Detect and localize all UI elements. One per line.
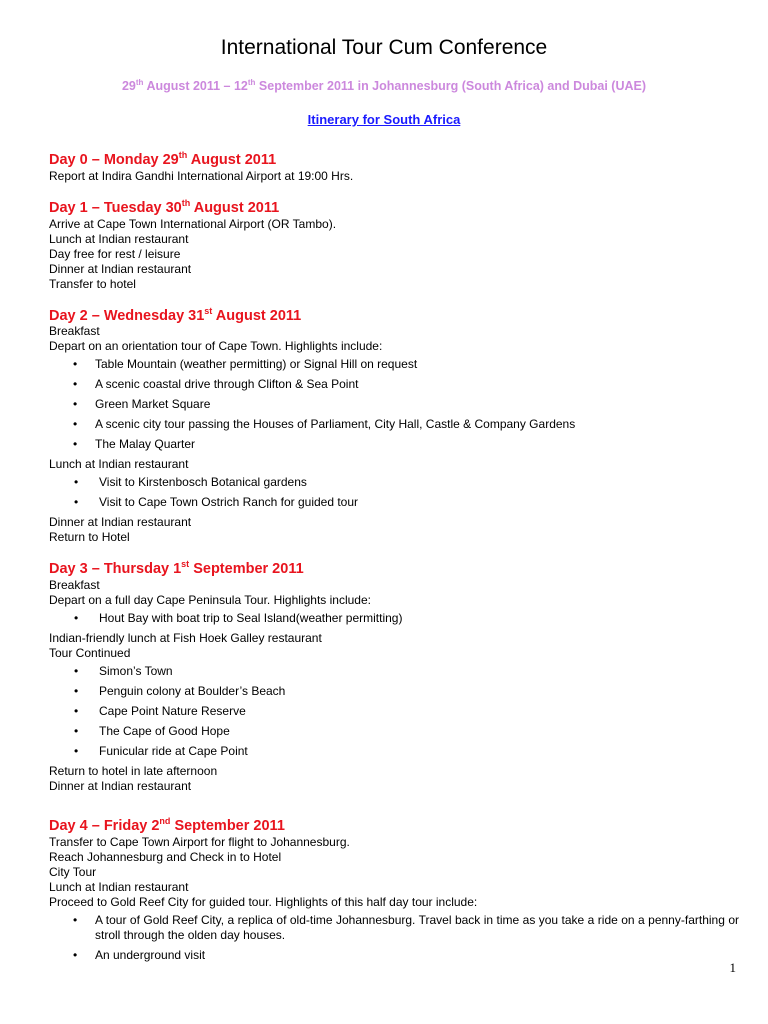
- list-item-text: Visit to Cape Town Ostrich Ranch for guided tour: [99, 495, 359, 510]
- bullet-icon: •: [73, 397, 78, 412]
- day-2-heading-month: August 2011: [212, 307, 302, 324]
- day-2-heading: [49, 302, 739, 325]
- list-item-text: Visit to Kirstenbosch Botanical gardens: [99, 475, 307, 490]
- list-item: [49, 417, 739, 432]
- day-4-heading: [49, 812, 739, 835]
- day-1-ordinal: th: [181, 197, 191, 208]
- day-3-line: Depart on a full day Cape Peninsula Tour. Highlights include:: [49, 593, 371, 608]
- list-item-text: Simon’s Town: [99, 664, 173, 679]
- day-0-ordinal: th: [178, 150, 188, 160]
- day-0-heading-text: Day 0 – Monday 29: [49, 151, 179, 168]
- list-item-text: Hout Bay with boat trip to Seal Island(weather permitting): [99, 611, 403, 626]
- bullet-icon: •: [73, 417, 78, 432]
- list-item: [49, 664, 739, 679]
- list-item-text: Penguin colony at Boulder’s Beach: [99, 684, 286, 699]
- bullet-icon: •: [74, 704, 79, 719]
- day-3-line: Breakfast: [49, 578, 100, 593]
- list-item: [49, 948, 739, 963]
- list-item-text: A scenic city tour passing the Houses of Parliament, City Hall, Castle & Company Gardens: [95, 417, 576, 432]
- day-3-afternoon-list: [49, 664, 739, 759]
- day-4-highlights-list: [49, 913, 739, 963]
- page-number: 1: [729, 960, 736, 975]
- day-3-heading-month: September 2011: [189, 561, 304, 578]
- page-title: International Tour Cum Conference: [220, 36, 548, 59]
- list-item: [49, 495, 739, 510]
- bullet-icon: •: [73, 948, 78, 963]
- bullet-icon: •: [74, 475, 79, 490]
- day-2-line: Depart on an orientation tour of Cape Town. Highlights include:: [49, 339, 383, 354]
- list-item-text: Table Mountain (weather permitting) or Signal Hill on request: [95, 357, 418, 372]
- bullet-icon: •: [73, 357, 78, 372]
- list-item: [49, 724, 739, 739]
- day-4-line: Proceed to Gold Reef City for guided tour. Highlights of this half day tour include:: [49, 895, 478, 910]
- day-3-ordinal: st: [181, 559, 190, 570]
- day-3-morning-list: [49, 611, 739, 626]
- bullet-icon: •: [74, 664, 79, 679]
- day-2-line: Lunch at Indian restaurant: [49, 457, 189, 472]
- day-4-heading-month: September 2011: [170, 818, 285, 835]
- day-1-line: Arrive at Cape Town International Airport (OR Tambo).: [49, 216, 337, 231]
- subtitle-start-suffix: th: [135, 78, 144, 87]
- list-item: [49, 475, 739, 490]
- list-item-text: Cape Point Nature Reserve: [99, 704, 246, 719]
- list-item-text: A scenic coastal drive through Clifton & Sea Point: [95, 377, 359, 392]
- day-4-line: Reach Johannesburg and Check in to Hotel: [49, 850, 282, 865]
- itinerary-link[interactable]: Itinerary for South Africa: [307, 112, 461, 127]
- day-1-line: Dinner at Indian restaurant: [49, 261, 192, 276]
- day-0-heading-month: August 2011: [187, 151, 277, 168]
- subtitle-end: September 2011 in Johannesburg (South Africa) and Dubai (UAE): [255, 79, 647, 94]
- day-2-line: Dinner at Indian restaurant: [49, 515, 192, 530]
- list-item-text: A tour of Gold Reef City, a replica of old-time Johannesburg. Travel back in time as you take a ride on a penny-farthing or stroll through the olden day houses.: [95, 913, 739, 943]
- day-2-visits-list: [49, 475, 739, 510]
- list-item: [49, 744, 739, 759]
- list-item-text: An underground visit: [95, 948, 206, 963]
- list-item: [49, 611, 739, 626]
- day-2-highlights-list: [49, 357, 739, 452]
- event-dates-subtitle: [0, 78, 768, 93]
- day-4-line: Lunch at Indian restaurant: [49, 880, 189, 895]
- list-item-text: Funicular ride at Cape Point: [99, 744, 248, 759]
- bullet-icon: •: [74, 724, 79, 739]
- day-3-line: Dinner at Indian restaurant: [49, 779, 192, 794]
- bullet-icon: •: [74, 611, 79, 626]
- day-0-heading: [49, 146, 739, 169]
- subtitle-middle: August 2011 – 12: [143, 79, 248, 94]
- subtitle-end-suffix: th: [247, 78, 256, 87]
- bullet-icon: •: [74, 744, 79, 759]
- day-3-line: Tour Continued: [49, 646, 131, 661]
- day-1-heading-text: Day 1 – Tuesday 30: [49, 199, 182, 216]
- list-item: [49, 437, 739, 452]
- day-4-ordinal: nd: [159, 816, 171, 827]
- list-item: [49, 357, 739, 372]
- day-1-heading-month: August 2011: [190, 199, 280, 216]
- list-item: [49, 377, 739, 392]
- day-0-line: Report at Indira Gandhi International Airport at 19:00 Hrs.: [49, 168, 354, 183]
- list-item: [49, 684, 739, 699]
- day-3-line: Indian-friendly lunch at Fish Hoek Galley restaurant: [49, 631, 322, 646]
- day-1-line: Day free for rest / leisure: [49, 246, 181, 261]
- day-2-ordinal: st: [204, 305, 213, 316]
- itinerary-content: [49, 146, 739, 968]
- day-4-heading-text: Day 4 – Friday 2: [49, 818, 160, 835]
- bullet-icon: •: [73, 913, 78, 928]
- bullet-icon: •: [73, 377, 78, 392]
- day-3-heading: [49, 555, 739, 578]
- list-item: [49, 397, 739, 412]
- list-item-text: The Malay Quarter: [95, 437, 196, 452]
- day-2-line: Return to Hotel: [49, 530, 130, 545]
- list-item: [49, 913, 739, 943]
- day-3-heading-text: Day 3 – Thursday 1: [49, 561, 182, 578]
- day-2-line: Breakfast: [49, 324, 100, 339]
- day-1-line: Lunch at Indian restaurant: [49, 231, 189, 246]
- bullet-icon: •: [73, 437, 78, 452]
- day-4-line: Transfer to Cape Town Airport for flight to Johannesburg.: [49, 835, 350, 850]
- day-1-heading: [49, 194, 739, 217]
- list-item: [49, 704, 739, 719]
- day-3-line: Return to hotel in late afternoon: [49, 764, 218, 779]
- subtitle-start-day: 29: [121, 79, 136, 94]
- bullet-icon: •: [74, 684, 79, 699]
- bullet-icon: •: [74, 495, 79, 510]
- day-1-line: Transfer to hotel: [49, 276, 136, 291]
- day-4-line: City Tour: [49, 865, 97, 880]
- list-item-text: The Cape of Good Hope: [99, 724, 230, 739]
- day-2-heading-text: Day 2 – Wednesday 31: [49, 307, 205, 324]
- list-item-text: Green Market Square: [95, 397, 211, 412]
